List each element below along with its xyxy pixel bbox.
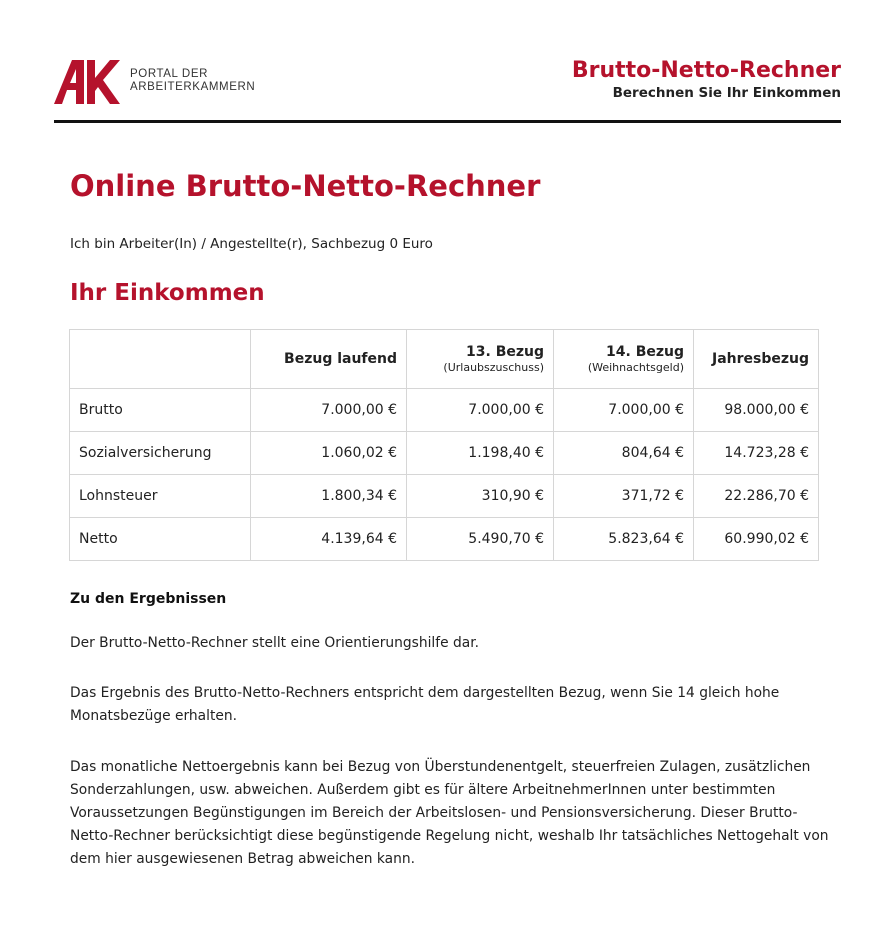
header-title: Brutto-Netto-Rechner: [571, 58, 841, 83]
table-cell: 4.139,64 €: [251, 518, 407, 561]
table-cell: 371,72 €: [554, 475, 694, 518]
header-cell-14-bezug: [554, 330, 694, 389]
row-label: Brutto: [70, 389, 251, 432]
income-table: [69, 329, 819, 561]
table-row: [70, 518, 819, 561]
results-paragraph: Das monatliche Nettoergebnis kann bei Bezug von Überstundenentgelt, steuerfreien Zulagen, zusätzlichen Sonderzahlungen, usw. abweichen. Außerdem gibt es für ältere ArbeitnehmerInnen unter bestimmten Voraussetzungen Begünstigungen im Bereich der Arbeitslosen- und Pensionsversicherung. Dieser Brutto-Netto-Rechner berücksichtigt diese begünstigende Regelung nicht, weshalb Ihr tatsächliches Nettogehalt von dem hier ausgewiesenen Betrag abweichen kann.: [70, 759, 829, 867]
portal-line-1: PORTAL DER: [130, 68, 208, 80]
row-label: Netto: [70, 518, 251, 561]
table-row: [70, 475, 819, 518]
header-right: [572, 58, 841, 101]
header-sublabel: (Urlaubszuschuss): [443, 361, 544, 374]
header-label: Bezug laufend: [284, 350, 397, 367]
table-row: [70, 389, 819, 432]
portal-name: [130, 68, 255, 94]
table-cell: 804,64 €: [554, 432, 694, 475]
results-paragraph: Der Brutto-Netto-Rechner stellt eine Orientierungshilfe dar.: [70, 635, 479, 651]
table-cell: 98.000,00 €: [694, 389, 819, 432]
table-row: [70, 432, 819, 475]
header-cell-empty: [70, 330, 251, 389]
header-label: 13. Bezug: [466, 344, 544, 360]
table-cell: 22.286,70 €: [694, 475, 819, 518]
header-label: Jahresbezug: [711, 350, 809, 367]
table-cell: 1.060,02 €: [251, 432, 407, 475]
table-cell: 7.000,00 €: [251, 389, 407, 432]
header-subtitle: Berechnen Sie Ihr Einkommen: [612, 85, 841, 101]
header-cell-13-bezug: [407, 330, 554, 389]
table-cell: 1.198,40 €: [407, 432, 554, 475]
table-cell: 14.723,28 €: [694, 432, 819, 475]
results-paragraph: Das Ergebnis des Brutto-Netto-Rechners entspricht dem dargestellten Bezug, wenn Sie 14 gleich hohe Monatsbezüge erhalten.: [70, 685, 780, 724]
table-cell: 1.800,34 €: [251, 475, 407, 518]
header-label: 14. Bezug: [606, 344, 684, 360]
table-cell: 5.490,70 €: [407, 518, 554, 561]
table-header-row: [70, 330, 819, 389]
section-title: Ihr Einkommen: [70, 280, 265, 306]
table-cell: 310,90 €: [407, 475, 554, 518]
header-sublabel: (Weihnachtsgeld): [587, 361, 684, 374]
row-label: Lohnsteuer: [70, 475, 251, 518]
portal-line-2: ARBEITERKAMMERN: [130, 81, 256, 93]
results-heading: Zu den Ergebnissen: [70, 591, 227, 607]
table-cell: 60.990,02 €: [694, 518, 819, 561]
page-title: Online Brutto-Netto-Rechner: [70, 169, 541, 203]
table-cell: 7.000,00 €: [407, 389, 554, 432]
row-label: Sozialversicherung: [70, 432, 251, 475]
page-header: [54, 52, 841, 123]
intro-text: Ich bin Arbeiter(In) / Angestellte(r), Sachbezug 0 Euro: [70, 236, 433, 252]
table-cell: 5.823,64 €: [554, 518, 694, 561]
ak-logo-icon[interactable]: [54, 60, 120, 104]
table-cell: 7.000,00 €: [554, 389, 694, 432]
header-cell-jahresbezug: [694, 330, 819, 389]
header-cell-bezug-laufend: [251, 330, 407, 389]
